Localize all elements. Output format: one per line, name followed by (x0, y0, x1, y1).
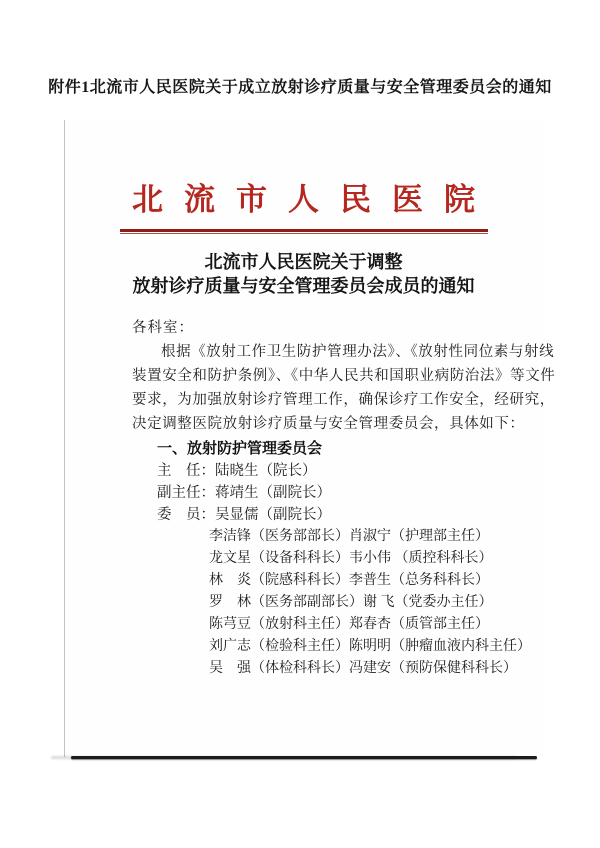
scanned-page (64, 120, 556, 757)
member-name-left: 刘广志（检验科主任） (209, 639, 349, 654)
member-row (132, 570, 506, 592)
letterhead-rule-thin (120, 233, 488, 234)
paragraph-line: 决定调整医院放射诊疗质量与安全管理委员会，具体如下： (132, 416, 525, 432)
member-row (132, 548, 506, 570)
paragraph-line: 根据《放射工作卫生防护管理办法》、《放射性同位素与射线 (161, 344, 555, 360)
notice-title-line2: 放射诊疗质量与安全管理委员会成员的通知 (132, 276, 475, 296)
role-row-director (132, 460, 506, 482)
role-row-deputy-director (132, 482, 506, 504)
notice-title (65, 250, 542, 298)
role-value: 蒋靖生（副院长） (215, 485, 331, 501)
member-name-left: 龙文星（设备科科长） (209, 551, 349, 566)
role-value: 陆晓生（院长） (215, 463, 317, 479)
letterhead-rule-thick (120, 229, 488, 232)
letterhead-rule (120, 229, 488, 234)
member-name-right: 肖淑宁（护理部主任） (349, 529, 489, 544)
paragraph-line: 要求，为加强放射诊疗管理工作，确保诊疗工作安全，经研究， (132, 392, 555, 408)
member-name-left: 林 炎（院感科科长） (209, 573, 349, 588)
notice-title-line1: 北流市人民医院关于调整 (204, 252, 403, 272)
hospital-letterhead: 北流市人民医院 (132, 182, 496, 217)
page-bottom-scan-edge (71, 756, 537, 759)
member-name-right: 谢 飞（党委办主任） (363, 595, 493, 610)
member-name-right: 韦小伟 （质控科科长） (349, 551, 493, 566)
member-name-right: 郑春杏（质管部主任） (349, 617, 489, 632)
member-row (132, 614, 506, 636)
member-row (132, 636, 531, 658)
member-name-left: 罗 林（医务部副部长） (209, 595, 363, 610)
paragraph-line: 装置安全和防护条例》、《中华人民共和国职业病防治法》等文件 (132, 368, 556, 384)
role-label: 主 任： (157, 463, 215, 479)
document-body (132, 316, 556, 680)
member-name-left: 李洁锋（医务部部长） (209, 529, 349, 544)
member-row (132, 592, 506, 614)
role-label: 委 员： (157, 507, 215, 523)
attachment-title: 附件1北流市人民医院关于成立放射诊疗质量与安全管理委员会的通知 (48, 79, 552, 96)
role-value: 吴显儒（副院长） (215, 507, 331, 523)
member-row (132, 658, 517, 680)
role-row-member-lead (132, 504, 506, 526)
member-row (132, 526, 506, 548)
member-name-right: 李普生（总务科科长） (349, 573, 489, 588)
salutation: 各科室： (132, 320, 194, 336)
role-label: 副主任： (157, 485, 215, 501)
section-heading-committee: 一、放射防护管理委员会 (157, 440, 323, 457)
member-name-left: 陈芎豆（放射科主任） (209, 617, 349, 632)
member-name-right: 陈明明（肿瘤血液内科主任） (349, 639, 531, 654)
member-name-left: 吴 强（体检科科长） (209, 661, 349, 676)
member-name-right: 冯建安（预防保健科科长） (349, 661, 517, 676)
